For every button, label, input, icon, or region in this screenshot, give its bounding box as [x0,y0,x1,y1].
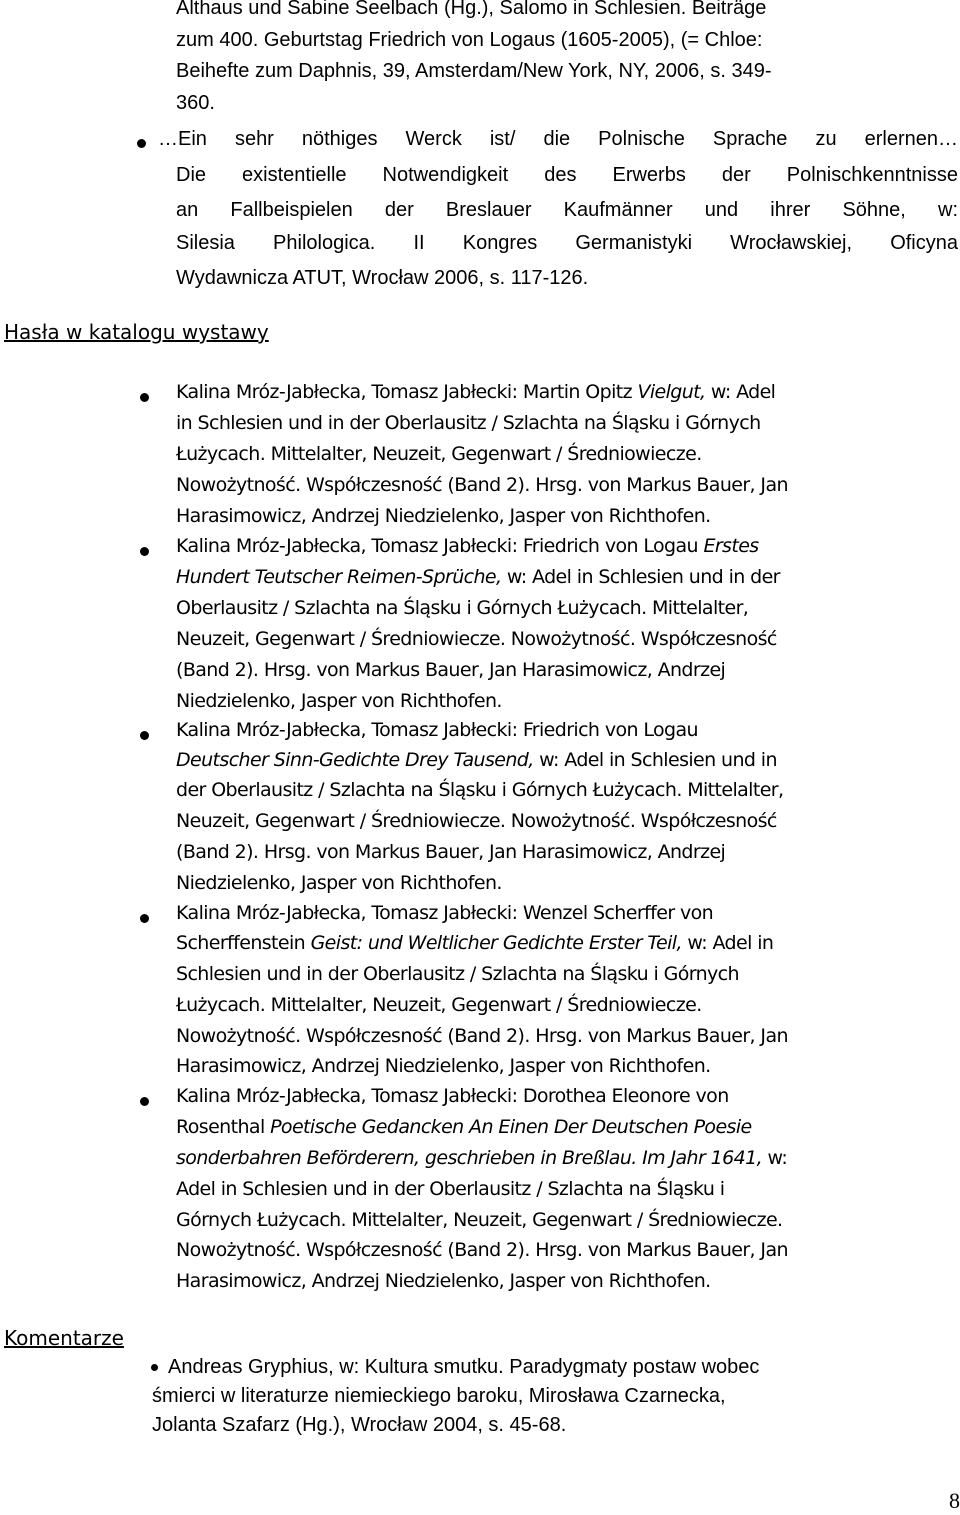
catalogue-entry-line [176,994,702,1016]
intro-reference-line: 360. [176,92,215,114]
comment-line: Andreas Gryphius, w: Kultura smutku. Paradygmaty postaw wobec [168,1356,760,1378]
catalogue-entry-line [176,690,502,712]
catalogue-entry-line [176,841,725,863]
entry-text: Scherffenstein [176,932,311,954]
intro-reference-line: Beihefte zum Daphnis, 39, Amsterdam/New York, NY, 2006, s. 349- [176,60,772,82]
entry-text: Nowożytność. Współczesność (Band 2). Hrsg. von Markus Bauer, Jan [176,1025,788,1047]
bullet-icon [151,1364,158,1371]
entry-text: Kalina Mróz-Jabłecka, Tomasz Jabłecki: Friedrich von Logau [176,719,698,741]
entry-text: Oberlausitz / Szlachta na Śląsku i Górnych Łużycach. Mittelalter, [176,597,749,619]
entry-text: w: [762,1147,788,1169]
article-reference-line: Silesia Philologica. II Kongres Germanistyki Wrocławskiej, Oficyna [176,232,958,254]
bullet-icon [140,1097,149,1106]
article-reference-line: an Fallbeispielen der Breslauer Kaufmänner und ihrer Söhne, w: [176,199,958,221]
catalogue-entry-line [176,535,759,557]
entry-text: Harasimowicz, Andrzej Niedzielenko, Jasper von Richthofen. [176,1270,711,1292]
catalogue-entry-line [176,1025,788,1047]
bullet-icon [140,914,149,923]
entry-text: Harasimowicz, Andrzej Niedzielenko, Jasper von Richthofen. [176,1055,711,1077]
catalogue-entry-line [176,719,698,741]
bullet-icon [137,139,146,148]
entry-text: Łużycach. Mittelalter, Neuzeit, Gegenwart / Średniowiecze. [176,443,702,465]
catalogue-entry-line [176,628,777,650]
entry-text: der Oberlausitz / Szlachta na Śląsku i Górnych Łużycach. Mittelalter, [176,779,784,801]
work-title: Vielgut, [637,381,706,403]
catalogue-entry-line [176,1147,787,1169]
catalogue-entry-line [176,566,780,588]
catalogue-entry-line [176,1116,752,1138]
entry-text: Harasimowicz, Andrzej Niedzielenko, Jasper von Richthofen. [176,505,711,527]
catalogue-entry-line [176,779,783,801]
entry-text: Niedzielenko, Jasper von Richthofen. [176,690,502,712]
entry-text: Neuzeit, Gegenwart / Średniowiecze. Nowożytność. Współczesność [176,628,777,650]
catalogue-entry-line [176,1055,711,1077]
entry-text: Nowożytność. Współczesność (Band 2). Hrsg. von Markus Bauer, Jan [176,1239,788,1261]
entry-text: Adel in Schlesien und in der Oberlausitz / Szlachta na Śląsku i [176,1178,725,1200]
catalogue-entry-line [176,505,711,527]
article-reference-line: Wydawnicza ATUT, Wrocław 2006, s. 117-126. [176,267,589,289]
entry-text: Nowożytność. Współczesność (Band 2). Hrsg. von Markus Bauer, Jan [176,474,788,496]
page-number: 8 [949,1488,960,1513]
catalogue-heading: Hasła w katalogu wystawy [4,320,269,344]
entry-text: Łużycach. Mittelalter, Neuzeit, Gegenwart / Średniowiecze. [176,994,702,1016]
work-title: Erstes [703,535,759,557]
catalogue-entry-line [176,932,773,954]
work-title: Hundert Teutscher Reimen-Sprüche, [176,566,502,588]
catalogue-entry-line [176,902,713,924]
entry-text: Neuzeit, Gegenwart / Średniowiecze. Nowożytność. Współczesność [176,810,777,832]
entry-text: Niedzielenko, Jasper von Richthofen. [176,872,502,894]
article-reference-line: …Ein sehr nöthiges Werck ist/ die Polnische Sprache zu erlernen… [158,128,958,150]
bullet-icon [140,731,149,740]
entry-text: w: Adel in Schlesien und in [533,749,777,771]
bullet-icon [140,547,149,556]
entry-text: in Schlesien und in der Oberlausitz / Szlachta na Śląsku i Górnych [176,412,761,434]
work-title: Poetische Gedancken An Einen Der Deutschen Poesie [270,1116,752,1138]
catalogue-entry-line [176,872,502,894]
comment-line: śmierci w literaturze niemieckiego baroku, Mirosława Czarnecka, [152,1385,726,1407]
catalogue-entry-line [176,412,761,434]
catalogue-entry-line [176,749,777,771]
catalogue-entry-line [176,963,739,985]
entry-text: (Band 2). Hrsg. von Markus Bauer, Jan Harasimowicz, Andrzej [176,659,726,681]
work-title: Geist: und Weltlicher Gedichte Erster Teil, [310,932,682,954]
comments-heading: Komentarze [4,1326,124,1350]
entry-text: Rosenthal [176,1116,271,1138]
bullet-icon [140,393,149,402]
catalogue-entry-line [176,1085,729,1107]
entry-text: Kalina Mróz-Jabłecka, Tomasz Jabłecki: Dorothea Eleonore von [176,1085,729,1107]
entry-text: w: Adel in [681,932,774,954]
catalogue-entry-line [176,1270,711,1292]
catalogue-entry-line [176,443,702,465]
catalogue-entry-line [176,381,775,403]
entry-text: Górnych Łużycach. Mittelalter, Neuzeit, Gegenwart / Średniowiecze. [176,1209,783,1231]
entry-text: Kalina Mróz-Jabłecka, Tomasz Jabłecki: Martin Opitz [176,381,638,403]
intro-reference-line: Althaus und Sabine Seelbach (Hg.), Salomo in Schlesien. Beiträge [176,0,767,19]
catalogue-entry-line [176,810,777,832]
catalogue-entry-line [176,1209,782,1231]
catalogue-entry-line [176,1239,788,1261]
catalogue-entry-line [176,597,748,619]
article-reference-line: Die existentielle Notwendigkeit des Erwerbs der Polnischkenntnisse [176,164,958,186]
catalogue-entry-line [176,474,788,496]
entry-text: Schlesien und in der Oberlausitz / Szlachta na Śląsku i Górnych [176,963,739,985]
work-title: Deutscher Sinn-Gedichte Drey Tausend, [176,749,534,771]
comment-line: Jolanta Szafarz (Hg.), Wrocław 2004, s. 45-68. [152,1414,567,1436]
catalogue-entry-line [176,659,725,681]
catalogue-entry-line [176,1178,724,1200]
entry-text: Kalina Mróz-Jabłecka, Tomasz Jabłecki: Friedrich von Logau [176,535,704,557]
entry-text: w: Adel in Schlesien und in der [501,566,780,588]
intro-reference-line: zum 400. Geburtstag Friedrich von Logaus (1605-2005), (= Chloe: [176,29,763,51]
work-title: sonderbahren Beförderern, geschrieben in Breßlau. Im Jahr 1641, [176,1147,763,1169]
entry-text: Kalina Mróz-Jabłecka, Tomasz Jabłecki: Wenzel Scherffer von [176,902,714,924]
entry-text: (Band 2). Hrsg. von Markus Bauer, Jan Harasimowicz, Andrzej [176,841,726,863]
entry-text: w: Adel [705,381,776,403]
